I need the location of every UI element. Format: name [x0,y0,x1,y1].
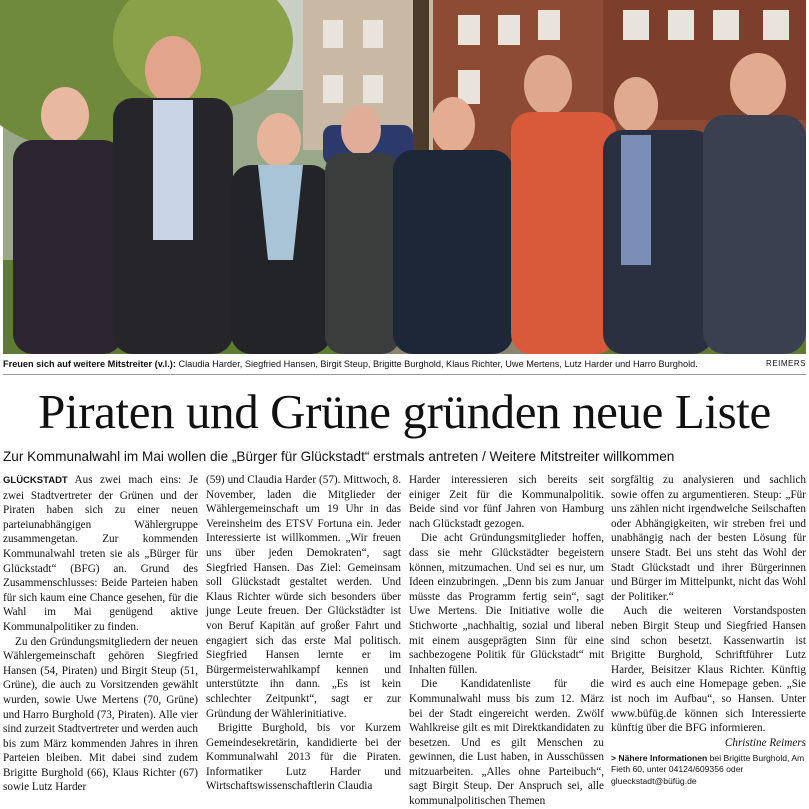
article-column-2 [206,473,401,793]
paragraph: Die acht Gründungsmitglieder hoffen, dass sie mehr Glückstädter begeistern können, mitzumachen. Und sei es nur, um Ideen einzubringen. „Denn bis zum Januar müsste das Programm fertig sein“, sagt Uwe Mertens. Die Initiative wolle die Stichworte „nachhaltig, sozial und liberal mit einem ausgeprägten Sinn für eine sachbezogene Politik für Glückstadt“ mit Inhalten füllen. [409,532,604,676]
info-text: bei Brigitte Burghold, Am Fieth 60, unter 04124/609356 oder glueckstadt@büfüg.de [611,753,805,786]
author-byline: Christine Reimers [724,736,806,749]
paragraph: Zu den Gründungsmitgliedern der neuen Wählergemeinschaft gehören Siegfried Hansen (54, Piraten) und Birgit Steup (51, Grüne), die auch zu Vorsitzenden gewählt wurden, sowie Uwe Mertens (70, Grüne) und Harro Burghold (73, Piraten). Alle vier sind zurzeit Stadtvertreter und werden auch bis zum März kommenden Jahres in ihren Parteien bleiben. Mit dabei sind zudem Brigitte Burghold (66), Klaus Richter (67) sowie Lutz Harder [3,635,198,794]
subheadline: Zur Kommunalwahl im Mai wollen die „Bürger für Glückstadt“ erstmals antreten / Weitere Mitstreiter willkommen [3,449,675,464]
paragraph: Auch die weiteren Vorstandsposten neben Birgit Steup und Siegfried Hansen sind schon besetzt. Kassenwartin ist Brigitte Burghold, Schriftführer Lutz Harder, Beisitzer Klaus Richter. Künftig wird es auch eine Homepage geben. „Sie ist noch im Aufbau“, so Hansen. Unter www.büfüg.de können sich Interessierte künftig über die BFG informieren. [611,605,806,735]
divider-rule [3,374,806,375]
info-box [611,753,806,787]
paragraph: Harder interessieren sich bereits seit einiger Zeit für die Kommunalpolitik. Beide sind vor fünf Jahren von Hamburg nach Glückstadt gezogen. [409,474,604,530]
paragraph: sorgfältig zu analysieren und sachlich sowie offen zu argumentieren. Steup: „Für uns zählen nicht irgendwelche Seilschaften oder Abhängigkeiten, wir streben frei und unabhängig nach der besten Lösung für unsere Stadt. Bei uns steht das Wohl der Stadt Glückstadt und ihrer Bürgerinnen und Bürger im Mittelpunkt, nicht das Wohl der Politiker.“ [611,474,806,603]
paragraph: Brigitte Burghold, bis vor Kurzem Gemeindesekretärin, kandidierte bei der Kommunalwahl 2013 für die Piraten. Informatiker Lutz Harder und Wirtschaftswissenschaftlerin Claudia [206,722,401,793]
photo-caption [3,357,806,371]
article-column-3 [409,473,604,808]
article-column-1 [3,473,198,794]
caption-lead: Freuen sich auf weitere Mitstreiter (v.l.): [3,359,176,369]
arrow-icon: > [611,753,617,764]
paragraph: Die Kandidatenliste für die Kommunalwahl muss bis zum 12. März bei der Stadt eingereicht werden. Zwölf Wahlkreise gilt es mit Direktkandidaten zu besetzen. Und es gilt Menschen zu gewinnen, die Lust haben, in Ausschüssen mitzuarbeiten. „Alles ohne Parteibuch“, sagt Birgit Steup. Der Anspruch sei, alle kommunalpolitischen Themen [409,678,604,808]
caption-names: Claudia Harder, Siegfried Hansen, Birgit Steup, Brigitte Burghold, Klaus Richter, Uwe Mertens, Lutz Harder und Harro Burghold. [175,359,698,369]
paragraph: GLÜCKSTADT Aus zwei mach eins: Je zwei Stadtvertreter der Grünen und der Piraten haben sich zu einer neuen parteiunabhängigen Wählergruppe zusammengetan. Zur kommenden Kommunalwahl treten sie als „Bürger für Glückstadt“ (BFG) an. Grund des Zusammenschlusses: Beide Parteien haben für sich kaum eine Chance gesehen, für die Wahl im Mai genügend aktive Kommunalpolitiker zu finden. [3,474,198,633]
headline: Piraten und Grüne gründen neue Liste [38,384,771,439]
group-photo [3,0,806,354]
article-column-4 [611,473,806,788]
paragraph: (59) und Claudia Harder (57). Mittwoch, 8. November, laden die Mitglieder der Wählergemeinschaft um 19 Uhr in das Vereinsheim des ETSV Fortuna ein. Jeder Interessierte ist willkommen. „Wir freuen uns über jeden Demokraten“, sagt Siegfried Hansen. Das Ziel: Gemeinsam soll Glückstadt gestaltet werden. Und Klaus Richter würde sich besonders über junge Leute freuen. Der Glückstädter ist von Beruf Kapitän auf großer Fahrt und engagiert sich das erste Mal politisch. Siegfried Hansen lernte er im Bürgermeisterwahlkampf kennen und unterstützte ihn dann. „Es ist kein schlechter Zeitpunkt“, sagt er zur Gründung der Wählerinitiative. [206,474,401,720]
photo-credit: REIMERS [766,359,806,368]
info-label: Nähere Informationen [616,753,708,764]
dateline: GLÜCKSTADT [3,475,68,486]
